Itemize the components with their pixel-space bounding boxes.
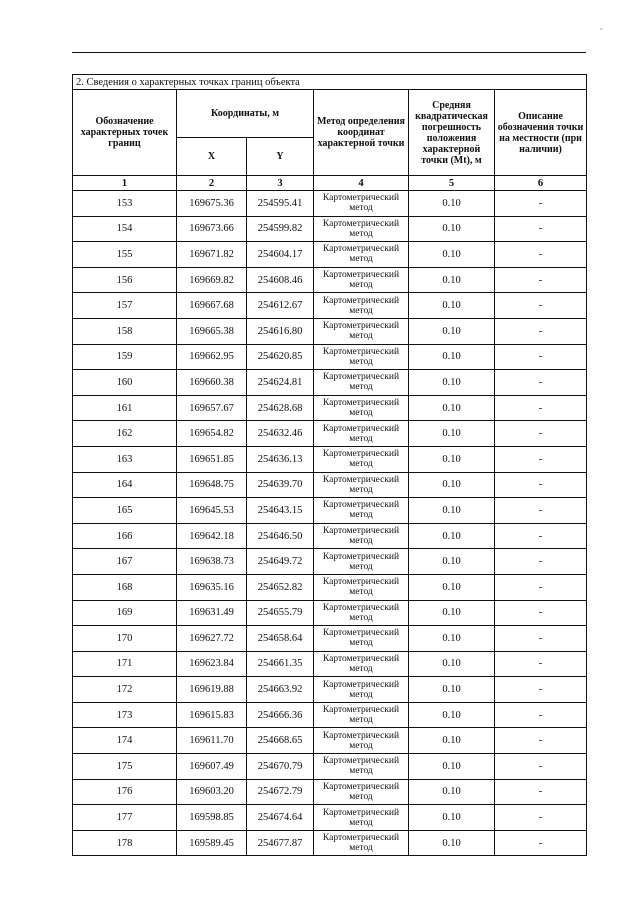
coord-x-cell: 169651.85	[177, 446, 247, 472]
accuracy-cell: 0.10	[409, 370, 495, 396]
header-rule	[72, 52, 586, 53]
description-cell: -	[495, 498, 587, 524]
point-id-cell: 169	[73, 600, 177, 626]
point-id-cell: 160	[73, 370, 177, 396]
point-id-cell: 162	[73, 421, 177, 447]
coord-y-cell: 254599.82	[247, 216, 314, 242]
description-cell: -	[495, 446, 587, 472]
coord-x-cell: 169598.85	[177, 805, 247, 831]
method-cell: Картометрический метод	[314, 677, 409, 703]
header-description: Описание обозначения точки на местности (при наличии)	[495, 90, 587, 176]
coord-x-cell: 169603.20	[177, 779, 247, 805]
method-cell: Картометрический метод	[314, 830, 409, 856]
point-id-cell: 163	[73, 446, 177, 472]
method-cell: Картометрический метод	[314, 216, 409, 242]
column-number: 3	[247, 176, 314, 191]
method-cell: Картометрический метод	[314, 626, 409, 652]
point-id-cell: 170	[73, 626, 177, 652]
coord-x-cell: 169660.38	[177, 370, 247, 396]
description-cell: -	[495, 702, 587, 728]
coord-y-cell: 254639.70	[247, 472, 314, 498]
coord-y-cell: 254612.67	[247, 293, 314, 319]
coord-y-cell: 254646.50	[247, 523, 314, 549]
column-number: 6	[495, 176, 587, 191]
coord-y-cell: 254620.85	[247, 344, 314, 370]
accuracy-cell: 0.10	[409, 242, 495, 268]
method-cell: Картометрический метод	[314, 728, 409, 754]
description-cell: -	[495, 267, 587, 293]
accuracy-cell: 0.10	[409, 600, 495, 626]
description-cell: -	[495, 779, 587, 805]
description-cell: -	[495, 191, 587, 217]
table-row	[73, 446, 587, 472]
description-cell: -	[495, 293, 587, 319]
method-cell: Картометрический метод	[314, 574, 409, 600]
method-cell: Картометрический метод	[314, 805, 409, 831]
header-y: Y	[247, 138, 314, 176]
table-row	[73, 600, 587, 626]
point-id-cell: 159	[73, 344, 177, 370]
description-cell: -	[495, 805, 587, 831]
coord-x-cell: 169648.75	[177, 472, 247, 498]
points-table-frame	[72, 74, 586, 856]
method-cell: Картометрический метод	[314, 267, 409, 293]
coord-y-cell: 254672.79	[247, 779, 314, 805]
table-row	[73, 242, 587, 268]
column-number: 1	[73, 176, 177, 191]
accuracy-cell: 0.10	[409, 472, 495, 498]
point-id-cell: 176	[73, 779, 177, 805]
coord-x-cell: 169615.83	[177, 702, 247, 728]
method-cell: Картометрический метод	[314, 293, 409, 319]
coord-y-cell: 254666.36	[247, 702, 314, 728]
description-cell: -	[495, 600, 587, 626]
method-cell: Картометрический метод	[314, 318, 409, 344]
table-row	[73, 549, 587, 575]
coord-x-cell: 169623.84	[177, 651, 247, 677]
coord-x-cell: 169631.49	[177, 600, 247, 626]
coord-x-cell: 169671.82	[177, 242, 247, 268]
table-row	[73, 754, 587, 780]
table-row	[73, 574, 587, 600]
method-cell: Картометрический метод	[314, 523, 409, 549]
description-cell: -	[495, 344, 587, 370]
point-id-cell: 175	[73, 754, 177, 780]
coord-x-cell: 169627.72	[177, 626, 247, 652]
coord-x-cell: 169657.67	[177, 395, 247, 421]
accuracy-cell: 0.10	[409, 344, 495, 370]
table-body	[73, 191, 587, 856]
coord-x-cell: 169675.36	[177, 191, 247, 217]
accuracy-cell: 0.10	[409, 395, 495, 421]
coord-y-cell: 254628.68	[247, 395, 314, 421]
table-row	[73, 702, 587, 728]
table-row	[73, 626, 587, 652]
description-cell: -	[495, 421, 587, 447]
method-cell: Картометрический метод	[314, 191, 409, 217]
table-row	[73, 191, 587, 217]
coord-x-cell: 169642.18	[177, 523, 247, 549]
table-row	[73, 830, 587, 856]
description-cell: -	[495, 549, 587, 575]
accuracy-cell: 0.10	[409, 651, 495, 677]
point-id-cell: 166	[73, 523, 177, 549]
table-row	[73, 267, 587, 293]
description-cell: -	[495, 677, 587, 703]
table-row	[73, 651, 587, 677]
method-cell: Картометрический метод	[314, 754, 409, 780]
point-id-cell: 154	[73, 216, 177, 242]
table-row	[73, 318, 587, 344]
table-row	[73, 216, 587, 242]
coord-y-cell: 254608.46	[247, 267, 314, 293]
point-id-cell: 178	[73, 830, 177, 856]
column-number-row	[73, 176, 587, 191]
description-cell: -	[495, 523, 587, 549]
point-id-cell: 177	[73, 805, 177, 831]
header-x: X	[177, 138, 247, 176]
coord-y-cell: 254670.79	[247, 754, 314, 780]
point-id-cell: 168	[73, 574, 177, 600]
table-row	[73, 395, 587, 421]
accuracy-cell: 0.10	[409, 728, 495, 754]
table-row	[73, 677, 587, 703]
coord-x-cell: 169662.95	[177, 344, 247, 370]
table-row	[73, 498, 587, 524]
coord-y-cell: 254677.87	[247, 830, 314, 856]
column-number: 2	[177, 176, 247, 191]
characteristic-points-table	[72, 74, 587, 856]
method-cell: Картометрический метод	[314, 242, 409, 268]
accuracy-cell: 0.10	[409, 549, 495, 575]
description-cell: -	[495, 472, 587, 498]
coord-x-cell: 169638.73	[177, 549, 247, 575]
accuracy-cell: 0.10	[409, 318, 495, 344]
accuracy-cell: 0.10	[409, 421, 495, 447]
point-id-cell: 155	[73, 242, 177, 268]
coord-x-cell: 169619.88	[177, 677, 247, 703]
coord-y-cell: 254643.15	[247, 498, 314, 524]
method-cell: Картометрический метод	[314, 370, 409, 396]
accuracy-cell: 0.10	[409, 754, 495, 780]
method-cell: Картометрический метод	[314, 498, 409, 524]
point-id-cell: 157	[73, 293, 177, 319]
corner-mark: ᵕ	[600, 24, 603, 34]
table-row	[73, 344, 587, 370]
accuracy-cell: 0.10	[409, 446, 495, 472]
header-method: Метод определения координат характерной точки	[314, 90, 409, 176]
accuracy-cell: 0.10	[409, 677, 495, 703]
accuracy-cell: 0.10	[409, 830, 495, 856]
point-id-cell: 164	[73, 472, 177, 498]
point-id-cell: 156	[73, 267, 177, 293]
table-row	[73, 805, 587, 831]
method-cell: Картометрический метод	[314, 344, 409, 370]
accuracy-cell: 0.10	[409, 191, 495, 217]
point-id-cell: 161	[73, 395, 177, 421]
column-number: 4	[314, 176, 409, 191]
table-row	[73, 370, 587, 396]
header-coordinates: Координаты, м	[177, 90, 314, 138]
method-cell: Картометрический метод	[314, 779, 409, 805]
coord-y-cell: 254595.41	[247, 191, 314, 217]
coord-y-cell: 254604.17	[247, 242, 314, 268]
coord-x-cell: 169673.66	[177, 216, 247, 242]
method-cell: Картометрический метод	[314, 702, 409, 728]
description-cell: -	[495, 830, 587, 856]
accuracy-cell: 0.10	[409, 626, 495, 652]
coord-y-cell: 254663.92	[247, 677, 314, 703]
coord-x-cell: 169654.82	[177, 421, 247, 447]
header-accuracy: Средняя квадратическая погрешность положения характерной точки (Mt), м	[409, 90, 495, 176]
description-cell: -	[495, 370, 587, 396]
table-row	[73, 293, 587, 319]
description-cell: -	[495, 626, 587, 652]
method-cell: Картометрический метод	[314, 600, 409, 626]
coord-y-cell: 254649.72	[247, 549, 314, 575]
description-cell: -	[495, 242, 587, 268]
description-cell: -	[495, 754, 587, 780]
description-cell: -	[495, 395, 587, 421]
point-id-cell: 171	[73, 651, 177, 677]
point-id-cell: 153	[73, 191, 177, 217]
method-cell: Картометрический метод	[314, 651, 409, 677]
coord-y-cell: 254658.64	[247, 626, 314, 652]
point-id-cell: 173	[73, 702, 177, 728]
coord-y-cell: 254632.46	[247, 421, 314, 447]
point-id-cell: 174	[73, 728, 177, 754]
table-row	[73, 779, 587, 805]
accuracy-cell: 0.10	[409, 805, 495, 831]
coord-x-cell: 169669.82	[177, 267, 247, 293]
coord-x-cell: 169645.53	[177, 498, 247, 524]
accuracy-cell: 0.10	[409, 293, 495, 319]
point-id-cell: 165	[73, 498, 177, 524]
coord-y-cell: 254668.65	[247, 728, 314, 754]
point-id-cell: 158	[73, 318, 177, 344]
method-cell: Картометрический метод	[314, 549, 409, 575]
accuracy-cell: 0.10	[409, 267, 495, 293]
method-cell: Картометрический метод	[314, 395, 409, 421]
accuracy-cell: 0.10	[409, 779, 495, 805]
method-cell: Картометрический метод	[314, 472, 409, 498]
coord-x-cell: 169665.38	[177, 318, 247, 344]
accuracy-cell: 0.10	[409, 523, 495, 549]
description-cell: -	[495, 651, 587, 677]
coord-x-cell: 169607.49	[177, 754, 247, 780]
coord-y-cell: 254616.80	[247, 318, 314, 344]
coord-x-cell: 169589.45	[177, 830, 247, 856]
section-title: 2. Сведения о характерных точках границ объекта	[73, 75, 587, 90]
method-cell: Картометрический метод	[314, 421, 409, 447]
coord-y-cell: 254624.81	[247, 370, 314, 396]
accuracy-cell: 0.10	[409, 498, 495, 524]
point-id-cell: 172	[73, 677, 177, 703]
coord-y-cell: 254652.82	[247, 574, 314, 600]
description-cell: -	[495, 728, 587, 754]
description-cell: -	[495, 216, 587, 242]
coord-x-cell: 169611.70	[177, 728, 247, 754]
description-cell: -	[495, 318, 587, 344]
accuracy-cell: 0.10	[409, 702, 495, 728]
description-cell: -	[495, 574, 587, 600]
table-row	[73, 421, 587, 447]
method-cell: Картометрический метод	[314, 446, 409, 472]
table-row	[73, 523, 587, 549]
coord-y-cell: 254655.79	[247, 600, 314, 626]
header-designation: Обозначение характерных точек границ	[73, 90, 177, 176]
accuracy-cell: 0.10	[409, 574, 495, 600]
coord-y-cell: 254674.64	[247, 805, 314, 831]
coord-y-cell: 254636.13	[247, 446, 314, 472]
coord-x-cell: 169667.68	[177, 293, 247, 319]
table-row	[73, 472, 587, 498]
column-number: 5	[409, 176, 495, 191]
coord-x-cell: 169635.16	[177, 574, 247, 600]
table-row	[73, 728, 587, 754]
point-id-cell: 167	[73, 549, 177, 575]
accuracy-cell: 0.10	[409, 216, 495, 242]
coord-y-cell: 254661.35	[247, 651, 314, 677]
